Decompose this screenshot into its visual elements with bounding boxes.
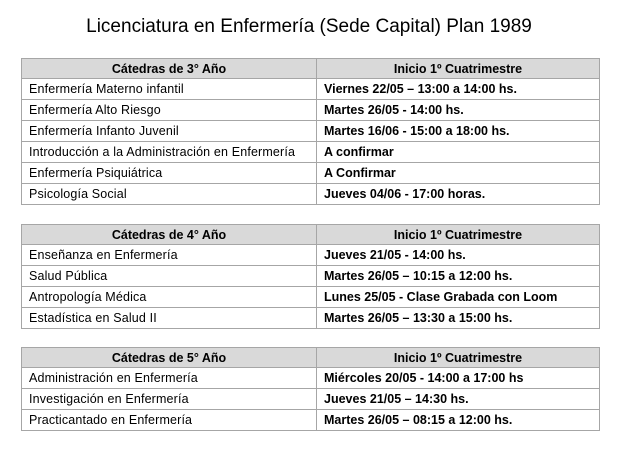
subject-cell: Introducción a la Administración en Enfermería xyxy=(22,142,317,163)
table-row xyxy=(22,389,600,410)
subject-cell: Estadística en Salud II xyxy=(22,308,317,329)
header-start: Inicio 1º Cuatrimestre xyxy=(317,348,600,368)
header-subjects: Cátedras de 4° Año xyxy=(22,225,317,245)
table-row xyxy=(22,163,600,184)
subject-cell: Psicología Social xyxy=(22,184,317,205)
start-cell: Miércoles 20/05 - 14:00 a 17:00 hs xyxy=(317,368,600,389)
subject-cell: Antropología Médica xyxy=(22,287,317,308)
header-start: Inicio 1º Cuatrimestre xyxy=(317,225,600,245)
page-title: Licenciatura en Enfermería (Sede Capital) Plan 1989 xyxy=(86,16,532,37)
table-row xyxy=(22,79,600,100)
subject-cell: Enfermería Alto Riesgo xyxy=(22,100,317,121)
schedule-table-5th-year xyxy=(21,347,600,431)
start-cell: Jueves 04/06 - 17:00 horas. xyxy=(317,184,600,205)
header-subjects: Cátedras de 5° Año xyxy=(22,348,317,368)
start-cell: Martes 26/05 – 10:15 a 12:00 hs. xyxy=(317,266,600,287)
start-cell: Jueves 21/05 - 14:00 hs. xyxy=(317,245,600,266)
start-cell: A confirmar xyxy=(317,142,600,163)
subject-cell: Practicantado en Enfermería xyxy=(22,410,317,431)
table-row xyxy=(22,368,600,389)
start-cell: Martes 26/05 - 14:00 hs. xyxy=(317,100,600,121)
schedule-table-4th-year xyxy=(21,224,600,329)
table-row xyxy=(22,100,600,121)
table-row xyxy=(22,308,600,329)
subject-cell: Administración en Enfermería xyxy=(22,368,317,389)
header-subjects: Cátedras de 3° Año xyxy=(22,59,317,79)
table-header-row xyxy=(22,59,600,79)
subject-cell: Enseñanza en Enfermería xyxy=(22,245,317,266)
subject-cell: Enfermería Psiquiátrica xyxy=(22,163,317,184)
table-row xyxy=(22,410,600,431)
start-cell: Viernes 22/05 – 13:00 a 14:00 hs. xyxy=(317,79,600,100)
subject-cell: Salud Pública xyxy=(22,266,317,287)
table-row xyxy=(22,121,600,142)
subject-cell: Enfermería Infanto Juvenil xyxy=(22,121,317,142)
table-row xyxy=(22,266,600,287)
start-cell: Jueves 21/05 – 14:30 hs. xyxy=(317,389,600,410)
start-cell: A Confirmar xyxy=(317,163,600,184)
table-row xyxy=(22,184,600,205)
table-header-row xyxy=(22,348,600,368)
start-cell: Lunes 25/05 - Clase Grabada con Loom xyxy=(317,287,600,308)
schedule-table-3rd-year xyxy=(21,58,600,205)
table-row xyxy=(22,142,600,163)
table-row xyxy=(22,287,600,308)
start-cell: Martes 16/06 - 15:00 a 18:00 hs. xyxy=(317,121,600,142)
table-header-row xyxy=(22,225,600,245)
header-start: Inicio 1º Cuatrimestre xyxy=(317,59,600,79)
subject-cell: Investigación en Enfermería xyxy=(22,389,317,410)
start-cell: Martes 26/05 – 08:15 a 12:00 hs. xyxy=(317,410,600,431)
table-row xyxy=(22,245,600,266)
subject-cell: Enfermería Materno infantil xyxy=(22,79,317,100)
start-cell: Martes 26/05 – 13:30 a 15:00 hs. xyxy=(317,308,600,329)
